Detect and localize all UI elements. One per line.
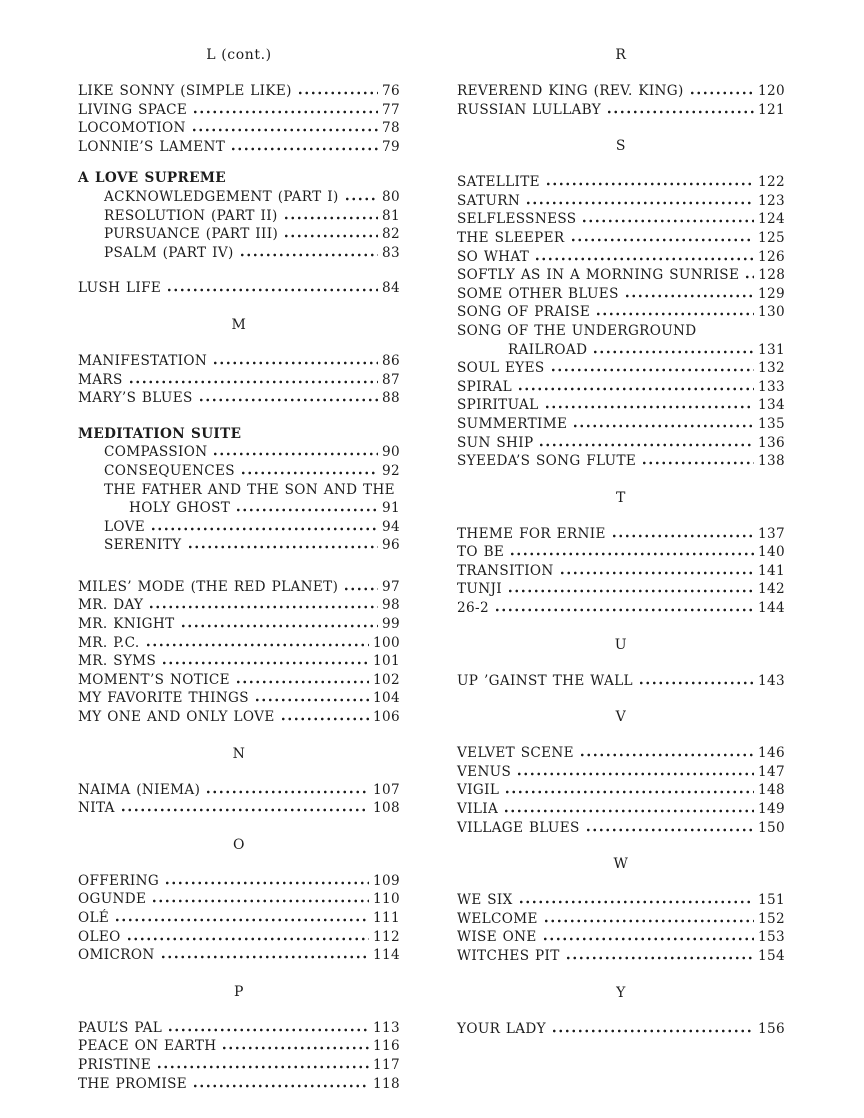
index-entry-row <box>78 615 400 634</box>
entry-title: RAILROAD <box>508 341 588 358</box>
page-number: 94 <box>382 518 400 535</box>
entry-title: UP ’GAINST THE WALL <box>457 672 633 689</box>
dot-leader <box>254 698 369 702</box>
page-number: 110 <box>373 891 400 908</box>
index-entry-row <box>457 819 785 838</box>
index-entry-row <box>78 101 400 120</box>
page-number: 129 <box>758 285 785 302</box>
dot-leader <box>114 918 369 922</box>
page-number: 128 <box>758 267 786 284</box>
page-number: 88 <box>382 390 400 407</box>
page-number: 78 <box>382 120 400 137</box>
page-number: 131 <box>758 341 785 358</box>
index-entry-row <box>78 946 400 965</box>
page-number: 87 <box>382 371 400 388</box>
index-entry-row <box>78 244 400 263</box>
page-number: 92 <box>382 462 400 479</box>
page-number: 137 <box>758 525 785 542</box>
index-entry-row <box>457 285 785 304</box>
index-entry-row <box>78 225 400 244</box>
index-entry-row <box>78 207 400 226</box>
dot-leader <box>503 809 754 813</box>
dot-leader <box>240 471 378 475</box>
entry-title: VILLAGE BLUES <box>457 819 580 836</box>
dot-leader <box>638 681 754 685</box>
dot-leader <box>164 881 369 885</box>
page-number: 113 <box>373 1019 400 1036</box>
entry-title: THE PROMISE <box>78 1075 188 1092</box>
page-number: 101 <box>373 653 400 670</box>
index-entry-row <box>457 562 785 581</box>
entry-title: SATURN <box>457 192 521 209</box>
entry-title: TO BE <box>457 544 505 561</box>
dot-leader <box>198 398 378 402</box>
dot-leader <box>120 808 369 812</box>
entry-title: SPIRITUAL <box>457 397 539 414</box>
entry-title: THE FATHER AND THE SON AND THE <box>104 481 395 498</box>
dot-leader <box>606 110 754 114</box>
dot-leader <box>509 552 754 556</box>
entry-title: THEME FOR ERNIE <box>457 525 606 542</box>
entry-title: LIVING SPACE <box>78 101 188 118</box>
page-number: 135 <box>758 415 785 432</box>
entry-title: LUSH LIFE <box>78 280 162 297</box>
page-number: 151 <box>758 892 785 909</box>
dot-leader <box>544 405 754 409</box>
entry-title: NITA <box>78 800 115 817</box>
dot-leader <box>494 608 754 612</box>
page-number: 143 <box>758 672 785 689</box>
entry-title: MANIFESTATION <box>78 352 208 369</box>
page-number: 99 <box>382 616 400 633</box>
dot-leader <box>212 452 378 456</box>
dot-leader <box>545 182 754 186</box>
index-entry-row <box>457 210 785 229</box>
entry-title: LONNIE’S LAMENT <box>78 138 226 155</box>
index-entry-row <box>78 462 400 481</box>
entry-title: MR. SYMS <box>78 653 157 670</box>
entry-title: OFFERING <box>78 872 160 889</box>
index-entry-row <box>457 378 785 397</box>
page-number: 142 <box>758 581 785 598</box>
page-number: 114 <box>373 947 400 964</box>
index-entry-row <box>78 799 400 818</box>
dot-leader <box>148 605 378 609</box>
entry-title: NAIMA (NIEMA) <box>78 781 201 798</box>
dot-leader <box>280 717 369 721</box>
dot-leader <box>212 361 378 365</box>
entry-title: LIKE SONNY (SIMPLE LIKE) <box>78 83 292 99</box>
dot-leader <box>160 955 369 959</box>
page-number: 120 <box>758 83 785 99</box>
section-letter-header: N <box>232 745 246 762</box>
index-entry-row <box>78 518 400 537</box>
entry-title: WE SIX <box>457 892 513 909</box>
dot-leader <box>516 772 754 776</box>
entry-title: SOFTLY AS IN A MORNING SUNRISE <box>457 267 740 284</box>
page-number: 144 <box>758 600 785 617</box>
section-letter-header: M <box>231 316 247 333</box>
page-number: 148 <box>758 782 785 799</box>
entry-title: MY FAVORITE THINGS <box>78 690 249 707</box>
index-entry-row <box>457 415 785 434</box>
index-entry-row <box>78 1037 400 1056</box>
entry-title: LOVE <box>104 518 146 535</box>
page-number: 136 <box>758 434 785 451</box>
page-number: 100 <box>373 634 400 651</box>
page-number: 98 <box>382 597 400 614</box>
page-number: 97 <box>382 578 400 595</box>
section-letter-header: T <box>616 489 626 506</box>
entry-title: YOUR LADY <box>457 1020 546 1037</box>
entry-title: 26-2 <box>457 600 489 617</box>
page-number: 133 <box>758 378 785 395</box>
index-entry-row <box>457 672 785 691</box>
entry-title: OGUNDE <box>78 891 147 908</box>
section-letter-header: R <box>615 47 627 63</box>
page-number: 123 <box>758 192 785 209</box>
page-number: 91 <box>382 500 400 517</box>
index-entry-row <box>457 266 785 285</box>
index-entry-row <box>457 303 785 322</box>
entry-title: OLÉ <box>78 910 110 926</box>
index-entry-row <box>78 352 400 371</box>
dot-leader <box>624 294 754 298</box>
page-number: 134 <box>758 397 785 414</box>
entry-title: MEDITATION SUITE <box>78 425 242 442</box>
entry-title: COMPASSION <box>104 444 208 461</box>
page-number: 152 <box>758 910 785 927</box>
dot-leader <box>572 424 754 428</box>
page-number: 130 <box>758 304 785 321</box>
dot-leader <box>150 527 378 531</box>
index-entry-row <box>78 1056 400 1075</box>
entry-title: TRANSITION <box>457 562 554 579</box>
entry-title: RUSSIAN LULLABY <box>457 101 602 118</box>
entry-title: WISE ONE <box>457 929 537 946</box>
index-entry-row <box>78 578 400 597</box>
page-number: 156 <box>758 1020 785 1037</box>
entry-title: HOLY GHOST <box>129 500 231 517</box>
entry-title: MR. P.C. <box>78 634 140 651</box>
entry-title: LOCOMOTION <box>78 120 186 137</box>
index-entry-row <box>457 525 785 544</box>
dot-leader <box>180 624 379 628</box>
dot-leader <box>192 1084 369 1088</box>
page-number: 140 <box>758 544 785 561</box>
page-number: 122 <box>758 174 785 191</box>
entry-title: CONSEQUENCES <box>104 462 235 479</box>
suite-title-row <box>78 169 400 188</box>
page-number: 124 <box>758 211 785 228</box>
index-entry-row <box>457 452 785 471</box>
entry-title: SATELLITE <box>457 174 540 191</box>
dot-leader <box>192 110 378 114</box>
entry-title: PAUL’S PAL <box>78 1019 163 1036</box>
index-entry-row <box>78 872 400 891</box>
index-entry-row <box>457 101 785 120</box>
page-number: 138 <box>758 453 785 470</box>
index-entry-row <box>78 119 400 138</box>
index-entry-row <box>457 599 785 618</box>
dot-leader <box>161 661 369 665</box>
dot-leader <box>518 900 754 904</box>
section-letter-header: P <box>233 983 245 1000</box>
section-letter-header: V <box>615 709 627 726</box>
entry-title: SUN SHIP <box>457 434 534 451</box>
index-entry-row <box>78 652 400 671</box>
dot-leader <box>744 275 754 279</box>
page-number: 107 <box>373 781 400 798</box>
entry-title: MARY’S BLUES <box>78 390 193 407</box>
dot-leader <box>595 312 754 316</box>
page-number: 86 <box>382 352 400 369</box>
entry-title: PRISTINE <box>78 1056 152 1073</box>
dot-leader <box>230 147 378 151</box>
entry-title: SPIRAL <box>457 378 513 395</box>
page-number: 121 <box>758 101 785 118</box>
index-entry-row <box>457 928 785 947</box>
entry-title: VIGIL <box>457 782 500 799</box>
index-entry-row <box>78 1075 400 1094</box>
dot-leader <box>592 350 754 354</box>
dot-leader <box>205 790 369 794</box>
index-entry-row <box>457 434 785 453</box>
index-entry-row <box>457 891 785 910</box>
entry-title: RESOLUTION (PART II) <box>104 207 278 224</box>
index-entry-row <box>457 229 785 248</box>
dot-leader <box>542 937 754 941</box>
index-column-right <box>457 28 785 1093</box>
dot-leader <box>128 380 378 384</box>
dot-leader <box>570 238 754 242</box>
index-entry-row <box>457 192 785 211</box>
index-entry-row <box>78 188 400 207</box>
suite-title-row <box>78 425 400 444</box>
entry-title: OLEO <box>78 928 121 945</box>
dot-leader <box>145 643 369 647</box>
dot-leader <box>239 253 378 257</box>
page-number: 96 <box>382 537 400 554</box>
index-entry-row <box>78 499 400 518</box>
entry-title: SO WHAT <box>457 248 530 265</box>
entry-title: VELVET SCENE <box>457 745 574 762</box>
page-number: 76 <box>382 83 400 99</box>
page-number: 118 <box>373 1075 400 1092</box>
entry-title: MOMENT’S NOTICE <box>78 671 230 688</box>
dot-leader <box>166 288 378 292</box>
index-entry-row <box>78 708 400 727</box>
index-entry-row <box>457 800 785 819</box>
index-entry-row <box>457 543 785 562</box>
index-entry-row <box>78 689 400 708</box>
entry-title: VILIA <box>457 801 499 818</box>
section-letter-header: S <box>615 138 627 155</box>
page-number: 80 <box>382 188 400 205</box>
index-entry-row <box>457 248 785 267</box>
dot-leader <box>504 790 754 794</box>
index-entry-row <box>457 341 785 360</box>
section-letter-header: O <box>232 836 246 853</box>
dot-leader <box>283 216 378 220</box>
dot-leader <box>235 508 378 512</box>
dot-leader <box>151 899 369 903</box>
index-entry-row <box>78 138 400 157</box>
dot-leader <box>525 201 754 205</box>
index-entry-row <box>457 910 785 929</box>
dot-leader <box>344 197 378 201</box>
page-number: 112 <box>373 928 400 945</box>
page-number: 141 <box>758 562 785 579</box>
entry-title: SOUL EYES <box>457 360 545 377</box>
page-number: 106 <box>373 709 400 726</box>
dot-leader <box>689 91 754 95</box>
page-number: 81 <box>382 207 400 224</box>
index-entry-row <box>457 1020 785 1039</box>
dot-leader <box>534 257 754 261</box>
page-number: 108 <box>373 800 400 817</box>
index-entry-row <box>457 359 785 378</box>
dot-leader <box>187 545 379 549</box>
entry-title: A LOVE SUPREME <box>78 170 226 187</box>
index-entry-row <box>457 763 785 782</box>
entry-title: WITCHES PIT <box>457 948 560 964</box>
page-number: 79 <box>382 138 400 155</box>
entry-title: MY ONE AND ONLY LOVE <box>78 709 275 726</box>
entry-title: THE SLEEPER <box>457 229 565 246</box>
index-entry-row <box>78 279 400 298</box>
dot-leader <box>641 461 754 465</box>
index-entry-row <box>78 596 400 615</box>
index-entry-row <box>457 82 785 101</box>
index-entry-row <box>78 890 400 909</box>
page-number: 149 <box>758 801 785 818</box>
entry-title: PSALM (PART IV) <box>104 244 234 261</box>
page-number: 104 <box>373 690 400 707</box>
page-number: 90 <box>382 444 400 461</box>
page-number: 126 <box>758 248 785 265</box>
index-entry-row <box>78 443 400 462</box>
index-entry-row <box>78 536 400 555</box>
index-entry-row <box>78 1019 400 1038</box>
dot-leader <box>538 443 754 447</box>
page-number: 109 <box>373 872 400 889</box>
entry-title: MILES’ MODE (THE RED PLANET) <box>78 578 339 595</box>
index-column-left <box>78 28 400 1093</box>
page-number: 132 <box>758 360 785 377</box>
dot-leader <box>167 1028 369 1032</box>
page-number: 82 <box>382 226 400 243</box>
page-number: 84 <box>382 280 400 297</box>
entry-title: SUMMERTIME <box>457 415 568 432</box>
page-number: 153 <box>758 929 785 946</box>
entry-title: SYEEDA’S SONG FLUTE <box>457 453 637 470</box>
section-letter-header: U <box>614 636 628 653</box>
entry-title: REVEREND KING (REV. KING) <box>457 83 684 99</box>
dot-leader <box>343 587 378 591</box>
dot-leader <box>126 937 369 941</box>
index-entry-row <box>457 947 785 966</box>
index-entry-row <box>78 389 400 408</box>
index-entry-row <box>78 634 400 653</box>
entry-title: SOME OTHER BLUES <box>457 285 619 302</box>
index-entry-row <box>457 744 785 763</box>
dot-leader <box>543 919 754 923</box>
index-entry-row <box>78 928 400 947</box>
dot-leader <box>585 828 754 832</box>
dot-leader <box>235 680 369 684</box>
dot-leader <box>581 219 754 223</box>
page-number: 150 <box>758 819 785 836</box>
entry-title: PURSUANCE (PART III) <box>104 226 279 243</box>
index-entry-row <box>78 82 400 101</box>
entry-title: SONG OF THE UNDERGROUND <box>457 322 697 339</box>
page-number: 154 <box>758 948 785 964</box>
index-entry-row <box>78 671 400 690</box>
dot-leader <box>283 234 378 238</box>
dot-leader <box>297 91 378 95</box>
dot-leader <box>507 589 754 593</box>
entry-title: VENUS <box>457 763 512 780</box>
entry-title: TUNJI <box>457 581 502 598</box>
page-number: 102 <box>373 671 400 688</box>
index-entry-row <box>457 322 785 341</box>
index-entry-row <box>78 481 400 500</box>
dot-leader <box>221 1046 369 1050</box>
index-entry-row <box>78 781 400 800</box>
dot-leader <box>559 571 754 575</box>
page-number: 117 <box>373 1056 400 1073</box>
dot-leader <box>611 534 754 538</box>
index-entry-row <box>457 396 785 415</box>
dot-leader <box>517 387 754 391</box>
entry-title: SERENITY <box>104 537 182 554</box>
page-number: 146 <box>758 745 785 762</box>
dot-leader <box>579 753 754 757</box>
entry-title: ACKNOWLEDGEMENT (PART I) <box>104 188 339 205</box>
dot-leader <box>191 128 378 132</box>
dot-leader <box>156 1065 369 1069</box>
page-number: 125 <box>758 229 785 246</box>
section-letter-header: L (cont.) <box>206 47 272 63</box>
index-entry-row <box>457 781 785 800</box>
page-number: 77 <box>382 101 400 118</box>
entry-title: MR. KNIGHT <box>78 616 175 633</box>
index-entry-row <box>457 173 785 192</box>
entry-title: PEACE ON EARTH <box>78 1038 217 1055</box>
index-entry-row <box>78 371 400 390</box>
index-entry-row <box>78 909 400 928</box>
entry-title: MARS <box>78 371 123 388</box>
entry-title: OMICRON <box>78 947 155 964</box>
entry-title: SELFLESSNESS <box>457 211 577 228</box>
dot-leader <box>551 1029 754 1033</box>
page-number: 83 <box>382 244 400 261</box>
entry-title: MR. DAY <box>78 597 144 614</box>
page-number: 147 <box>758 763 785 780</box>
index-entry-row <box>457 580 785 599</box>
entry-title: WELCOME <box>457 910 538 927</box>
section-letter-header: W <box>613 856 629 873</box>
page-number: 116 <box>373 1038 400 1055</box>
entry-title: SONG OF PRAISE <box>457 304 591 321</box>
section-letter-header: Y <box>616 984 626 1001</box>
dot-leader <box>550 368 754 372</box>
dot-leader <box>565 956 754 960</box>
page-number: 111 <box>373 910 400 926</box>
